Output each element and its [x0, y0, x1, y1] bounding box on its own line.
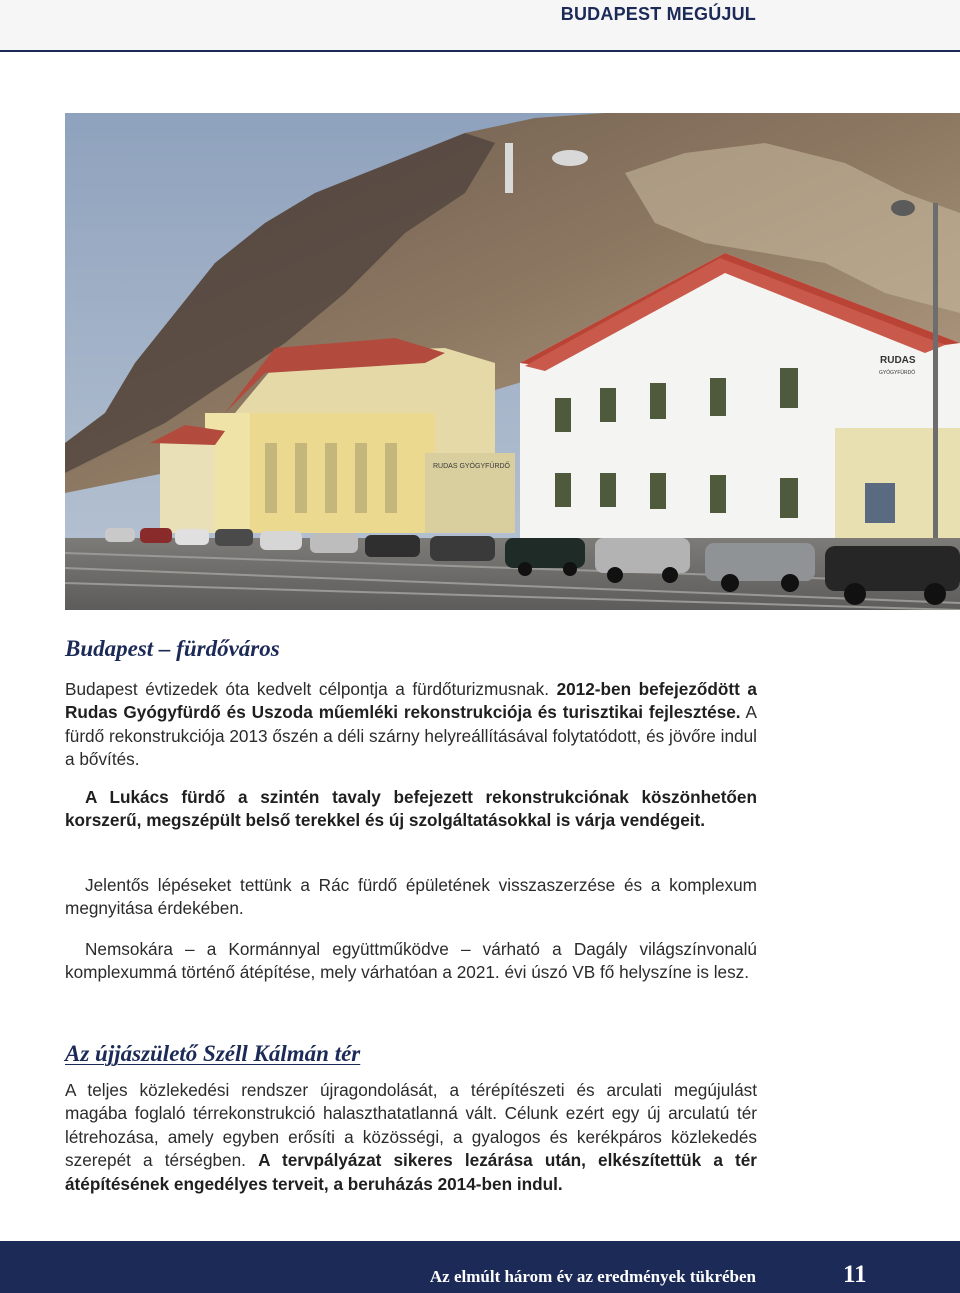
section1-paragraph-2: [65, 786, 757, 833]
photo-sign-subtext: GYÓGYFÜRDŐ: [879, 370, 916, 376]
section1-paragraph-3: [65, 874, 757, 921]
photo-facade-text: RUDAS GYÓGYFÜRDŐ: [433, 463, 511, 470]
section2-paragraph-1: [65, 1079, 757, 1196]
page-number: 11: [843, 1261, 867, 1288]
footer-band: [0, 1241, 960, 1293]
p5-text-a: A teljes közlekedési rendszer újragondolását, a térépítészeti és arculati megújulást magába foglaló térrekonstrukció halaszthatatlanná vált. Célunk ezért egy új arculatú tér létrehozása, amely egyben erősíti a közösségi, a gyalogos és kerékpáros közlekedés szerepét a térségben.: [65, 1080, 757, 1171]
section1-paragraph-1: [65, 678, 757, 772]
p3-text: Jelentős lépéseket tettünk a Rác fürdő épületének visszaszerzése és a komplexum megnyitása érdekében.: [65, 875, 757, 919]
p1-text-a: Budapest évtizedek óta kedvelt célpontja a fürdőturizmusnak.: [65, 679, 557, 699]
footer-text: Az elmúlt három év az eredmények tükrében: [429, 1267, 756, 1286]
p4-text: Nemsokára – a Kormánnyal együttműködve – várható a Dagály világszínvonalú komplexummá történő átépítése, mely várhatóan a 2021. évi úszó VB fő helyszíne is lesz.: [65, 939, 757, 983]
photo-sign-text: RUDAS: [880, 355, 916, 366]
p5-text-bold: A tervpályázat sikeres lezárása után, elkészítettük a tér átépítésének engedélyes terveit, a beruházás 2014-ben indul.: [65, 1150, 757, 1194]
header-band: [0, 0, 960, 52]
section2-title: Az újjászülető Széll Kálmán tér: [65, 1041, 361, 1066]
p1-text-c: A fürdő rekonstrukciója 2013 őszén a déli szárny helyreállításával folytatódott, és jövőre indul a bővítés.: [65, 702, 757, 770]
section1-paragraph-4: [65, 938, 757, 985]
photo-rudas-bath: [65, 113, 960, 610]
p2-text-bold: A Lukács fürdő a szintén tavaly befejezett rekonstrukciónak köszönhetően korszerű, megszépült belső terekkel és új szolgáltatásokkal is várja vendégeit.: [65, 787, 757, 831]
section1-title: Budapest – fürdőváros: [65, 636, 280, 661]
header-title: BUDAPEST MEGÚJUL: [560, 4, 756, 24]
p1-text-bold: 2012-ben befejeződött a Rudas Gyógyfürdő és Uszoda műemléki rekonstrukciója és turisztikai fejlesztése.: [65, 679, 757, 723]
